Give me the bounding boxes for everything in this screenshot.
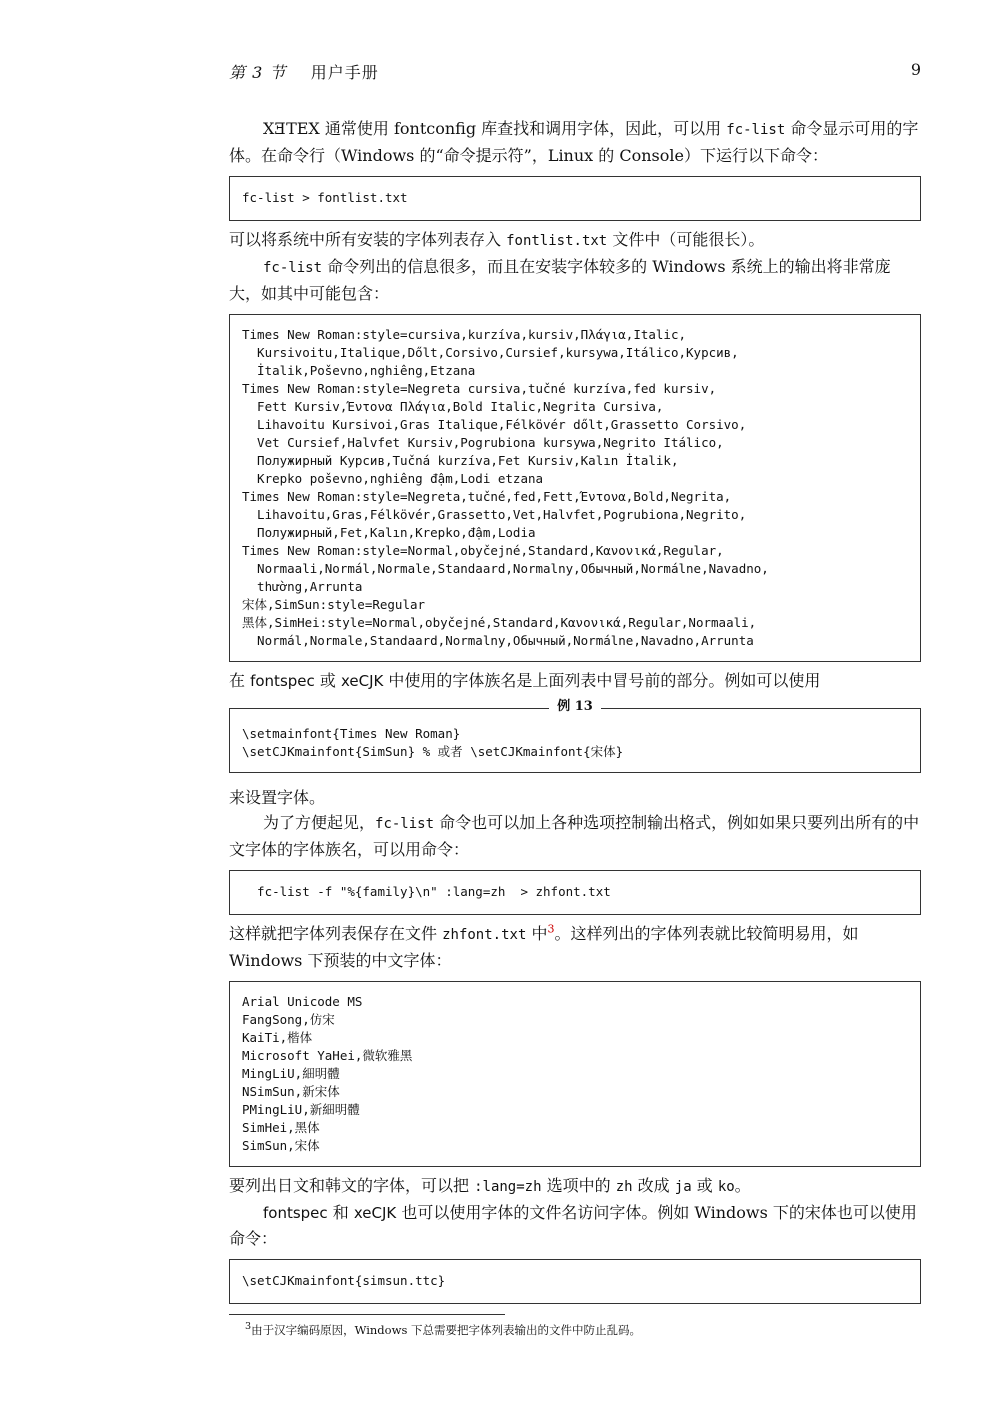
inline-code: fc-list bbox=[375, 816, 435, 832]
code-block-chinese-fonts: Arial Unicode MS FangSong,仿宋 KaiTi,楷体 Microsoft YaHei,微软雅黑 MingLiU,細明體 NSimSun,新宋体 PMingLiU,新細明體 SimHei,黑体 SimSun,宋体 bbox=[229, 981, 921, 1167]
paragraph-2 bbox=[229, 227, 921, 254]
paragraph-9 bbox=[229, 1200, 921, 1251]
text: 也可以使用字体的文件名访问字体。例如 Windows 下的宋体也可以使用命令： bbox=[229, 1203, 917, 1248]
xetex-logo: XƎTEX bbox=[263, 119, 320, 138]
package-name: fontspec bbox=[263, 1204, 328, 1222]
inline-code: fontlist.txt bbox=[506, 233, 608, 249]
example-label: 例 13 bbox=[549, 699, 601, 714]
inline-code: zh bbox=[615, 1179, 633, 1195]
footnote-rule bbox=[229, 1314, 505, 1315]
paragraph-6 bbox=[229, 810, 921, 862]
code-block-zhfont: fc-list -f "%{family}\n" :lang=zh > zhfont.txt bbox=[229, 870, 921, 915]
text: 在 bbox=[229, 671, 251, 690]
text: 通常使用 fontconfig 库查找和调用字体，因此，可以用 bbox=[319, 119, 727, 138]
code-block-simsun: \setCJKmainfont{simsun.ttc} bbox=[229, 1259, 921, 1304]
text: 文件中（可能很长）。 bbox=[607, 230, 765, 249]
text: 和 bbox=[327, 1203, 354, 1222]
text: 中 bbox=[526, 924, 548, 943]
paragraph-3 bbox=[229, 254, 921, 306]
inline-code: :lang=zh bbox=[474, 1179, 542, 1195]
footnote-number: 3 bbox=[245, 1321, 252, 1332]
text: 要列出日文和韩文的字体，可以把 bbox=[229, 1176, 475, 1195]
text: 或 bbox=[314, 671, 341, 690]
page-number: 9 bbox=[910, 60, 921, 79]
text: 这样就把字体列表保存在文件 bbox=[229, 924, 443, 943]
footnote-marker[interactable]: 3 bbox=[547, 922, 555, 936]
text: 可以将系统中所有安装的字体列表存入 bbox=[229, 230, 507, 249]
inline-code: fc-list bbox=[263, 260, 323, 276]
text: 或 bbox=[691, 1176, 718, 1195]
paragraph-7 bbox=[229, 921, 921, 973]
inline-code: zhfont.txt bbox=[442, 927, 527, 943]
inline-code: ko bbox=[717, 1179, 735, 1195]
paragraph-5: 来设置字体。 bbox=[229, 788, 326, 807]
package-name: fontspec bbox=[250, 672, 315, 690]
example-title bbox=[229, 699, 921, 715]
code-block-example: \setmainfont{Times New Roman} \setCJKmainfont{SimSun} % 或者 \setCJKmainfont{宋体} bbox=[229, 708, 921, 773]
text: 。这样列出的字体列表就比较简明易用，如 Windows 下预装的中文字体： bbox=[229, 924, 859, 970]
code-block-fc-list-output: Times New Roman:style=cursiva,kurzíva,kursiv,Πλάγια,Italic, Kursivoitu,Italique,Dőlt,Corsivo,Cursief,kursywa,Itálico,Курсив, İtalik,Poševno,nghiêng,Etzana Times New Roman:style=Negreta cursiva,tučné kurzíva,fed kursiv, Fett Kursiv,Έντονα Πλάγια,Bold Italic,Negrita Cursiva, Lihavoitu Kursivoi,Gras Italique,Félkövér dőlt,Grassetto Corsivo, Vet Cursief,Halvfet Kursiv,Pogrubiona kursywa,Negrito Itálico, Полужирный Курсив,Tučná kurzíva,Fet Kursiv,Kalın İtalik, Krepko poševno,nghiêng đậm,Lodi etzana Times New Roman:style=Negreta,tučné,fed,Fett,Έντονα,Bold,Negrita, Lihavoitu,Gras,Félkövér,Grassetto,Vet,Halvfet,Pogrubiona,Negrito, Полужирный,Fet,Kalın,Krepko,đậm,Lodia Times New Roman:style=Normal,obyčejné,Standard,Κανονικά,Regular, Normaali,Normál,Normale,Standaard,Normalny,Обычный,Normálne,Navadno, thường,Arrunta 宋体,SimSun:style=Regular 黑体,SimHei:style=Normal,obyčejné,Standard,Κανονικά,Regular,Normaali, Normál,Normale,Standaard,Normalny,Обычный,Normálne,Navadno,Arrunta bbox=[229, 314, 921, 662]
package-name: xeCJK bbox=[353, 1204, 397, 1222]
text: 命令显示可用的字体。在命令行（Windows 的“命令提示符”，Linux 的 Console）下运行以下命令： bbox=[229, 119, 919, 165]
text: 选项中的 bbox=[541, 1176, 616, 1195]
example-13 bbox=[229, 699, 921, 773]
text: 命令列出的信息很多，而且在安装字体较多的 Windows 系统上的输出将非常庞大，如其中可能包含： bbox=[229, 257, 891, 303]
footnote bbox=[229, 1319, 921, 1338]
text: 。 bbox=[734, 1176, 751, 1195]
page-body bbox=[229, 116, 921, 1338]
inline-code: fc-list bbox=[726, 122, 786, 138]
text: 中使用的字体族名是上面列表中冒号前的部分。例如可以使用 bbox=[383, 671, 821, 690]
text: 为了方便起见， bbox=[263, 813, 376, 832]
package-name: xeCJK bbox=[340, 672, 384, 690]
running-header bbox=[229, 60, 379, 83]
section-title: 用户手册 bbox=[310, 63, 379, 82]
section-number: 第 3 节 bbox=[229, 63, 287, 82]
paragraph-1 bbox=[229, 116, 921, 168]
paragraph-8 bbox=[229, 1173, 921, 1200]
text: 命令也可以加上各种选项控制输出格式，例如如果只要列出所有的中文字体的字体族名，可以用命令： bbox=[229, 813, 920, 859]
inline-code: ja bbox=[674, 1179, 692, 1195]
paragraph-4 bbox=[229, 668, 921, 694]
text: 改成 bbox=[632, 1176, 675, 1195]
code-block-fontlist: fc-list > fontlist.txt bbox=[229, 176, 921, 221]
footnote-text: 由于汉字编码原因，Windows 下总需要把字体列表输出的文件中防止乱码。 bbox=[251, 1322, 641, 1337]
